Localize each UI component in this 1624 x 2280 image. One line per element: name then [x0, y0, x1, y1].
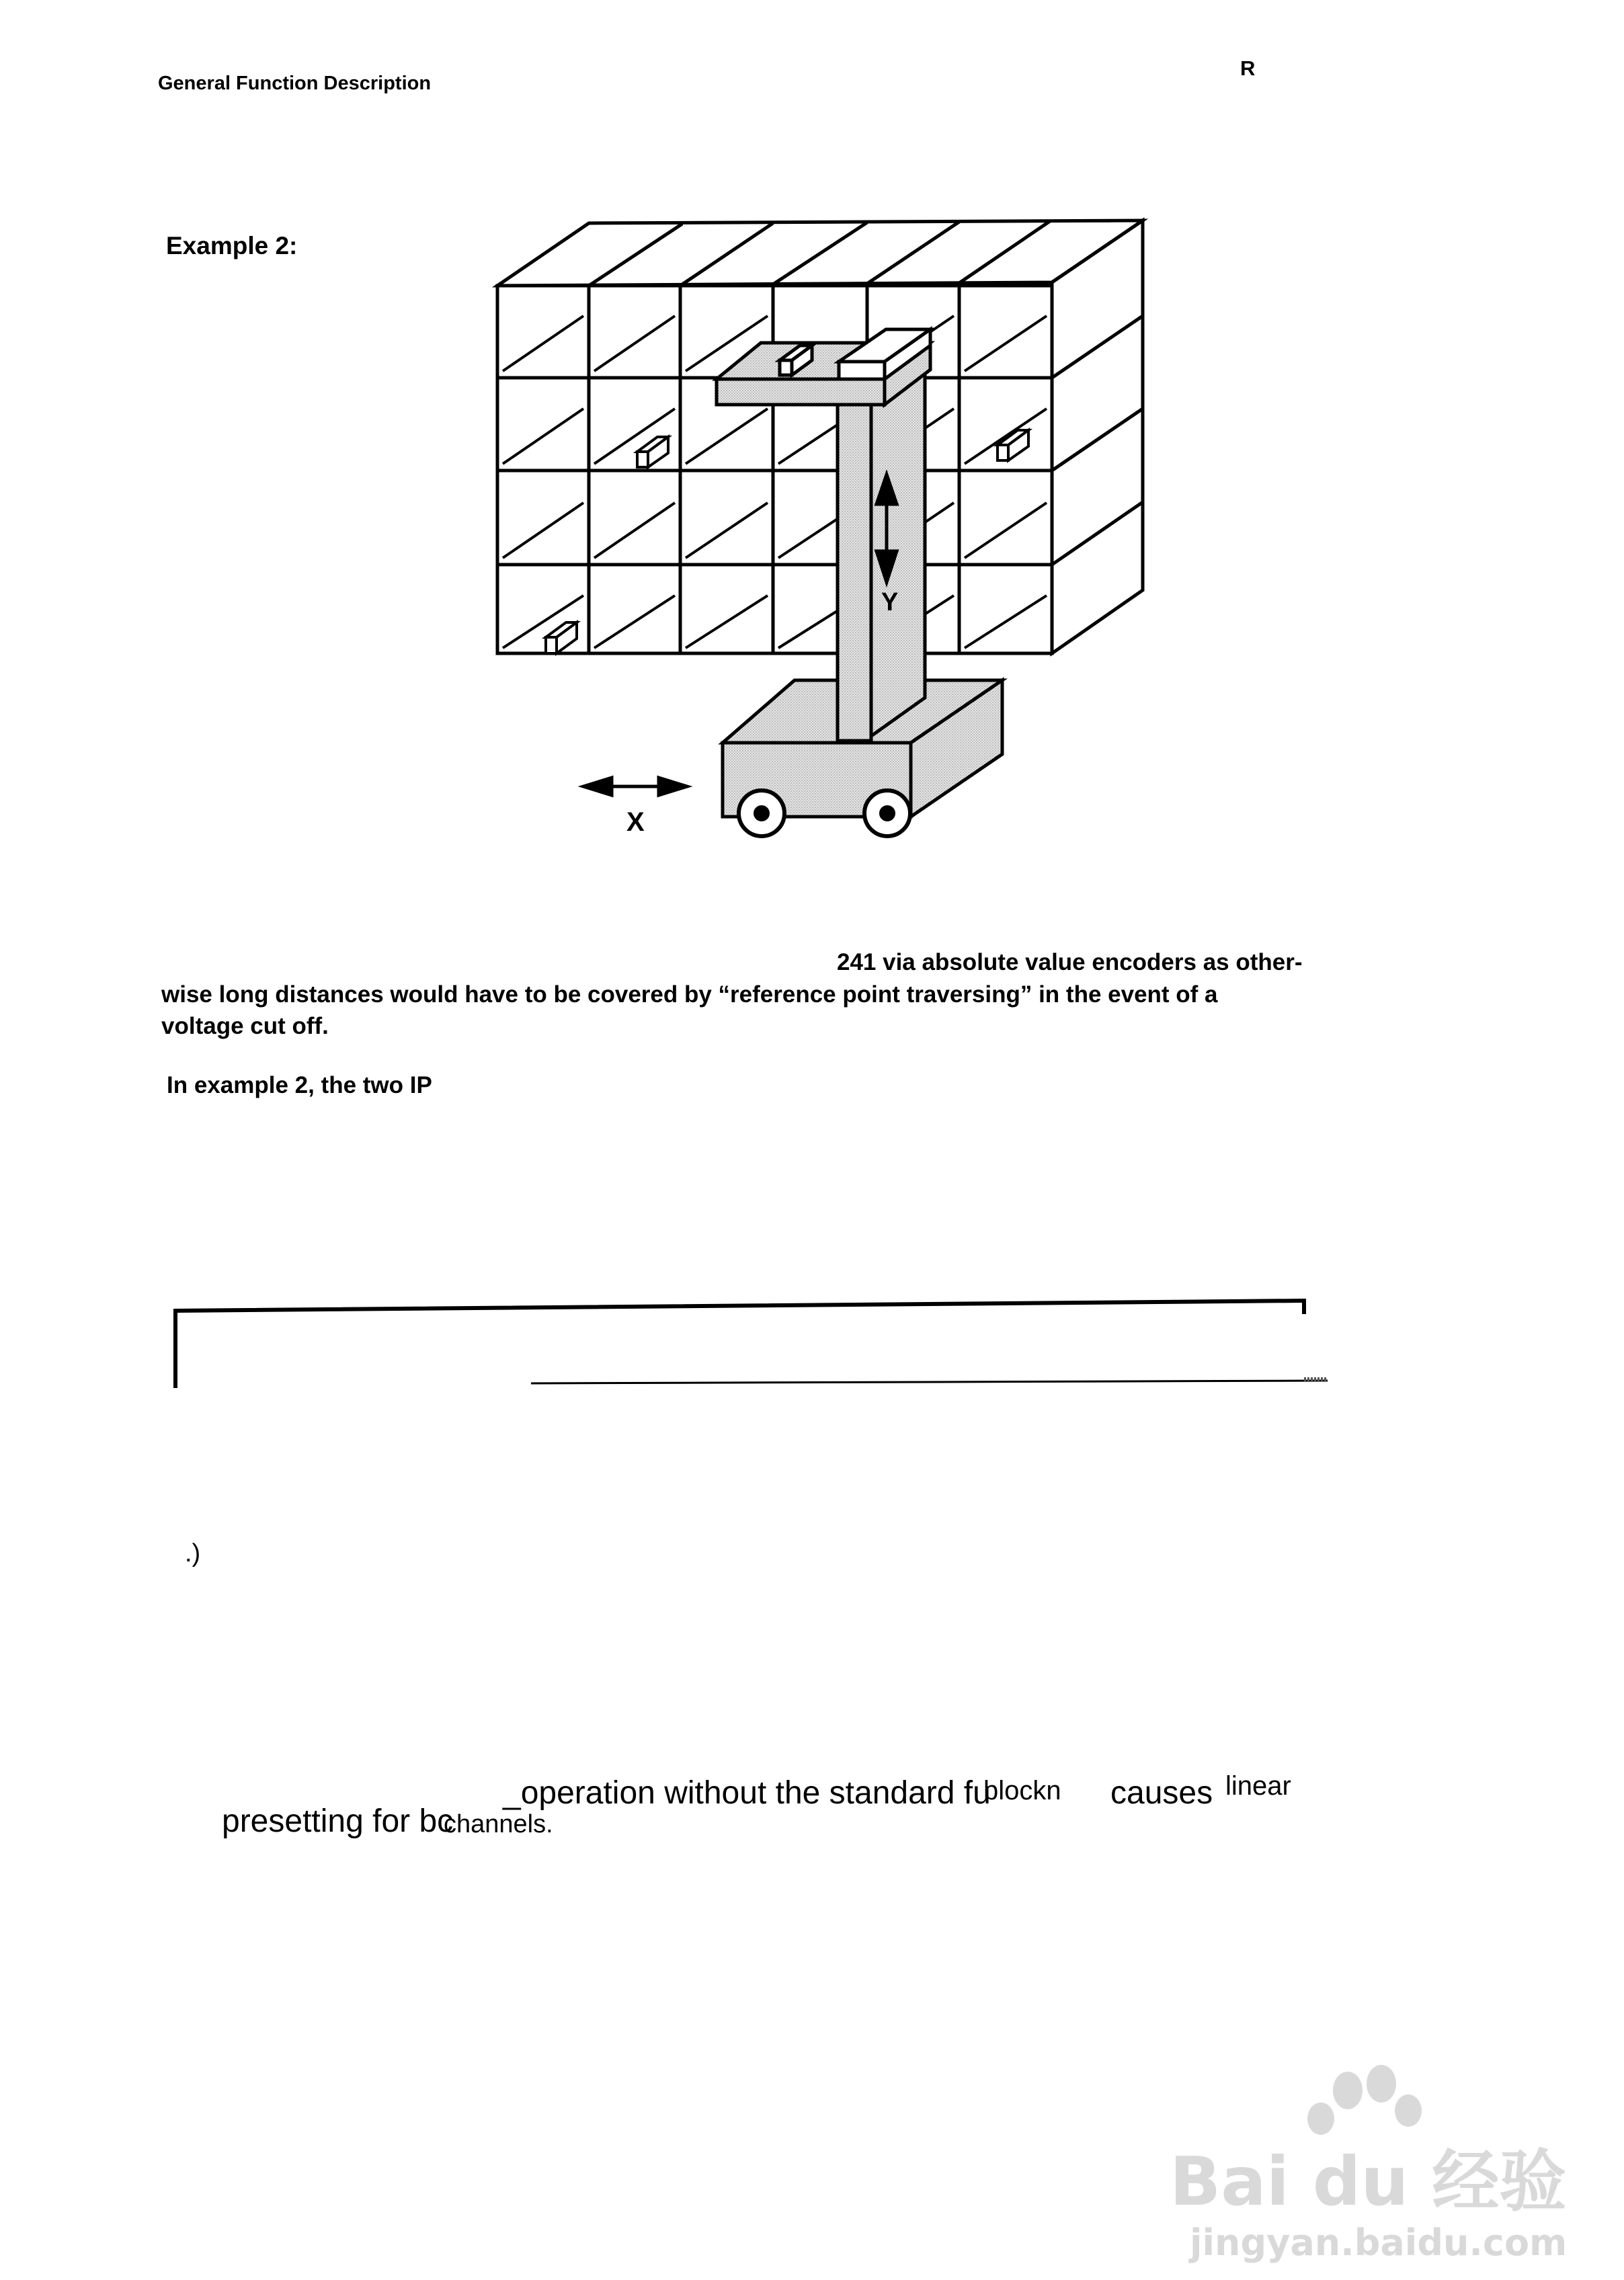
stored-box — [637, 437, 668, 467]
paragraph-1-line-3: voltage cut off. — [161, 1013, 329, 1039]
horizontal-arrow — [583, 778, 687, 795]
x-axis-label: X — [626, 807, 645, 837]
running-header: General Function Description — [158, 73, 432, 94]
baidu-watermark — [1143, 2043, 1580, 2265]
paragraph-2: In example 2, the two IP — [167, 1072, 432, 1098]
text-fragment-operation: _operation without the standard fu — [503, 1775, 991, 1811]
watermark-url: jingyan.baidu.com — [1190, 2222, 1568, 2264]
crane-mast — [838, 378, 871, 741]
paren-fragment: .) — [185, 1539, 201, 1568]
text-fragment-causes: causes — [1110, 1775, 1213, 1811]
rack-side-face — [1052, 220, 1143, 653]
paragraph-1-line-2: wise long distances would have to be covered by “reference point traversing” in the event of a — [161, 981, 1218, 1008]
example-label: Example 2: — [166, 232, 298, 259]
text-fragment-block: blockn — [983, 1776, 1061, 1805]
text-fragment-presetting: presetting for bc — [222, 1803, 454, 1839]
stored-box — [546, 622, 577, 653]
paw-icon — [1307, 2065, 1422, 2135]
storage-rack-figure — [471, 202, 1170, 860]
text-fragment-linear: linear — [1225, 1771, 1291, 1801]
paragraph-1-line-1: 241 via absolute value encoders as other- — [837, 949, 1303, 975]
text-fragment-channels: channels. — [444, 1810, 553, 1838]
stored-box — [998, 430, 1028, 460]
watermark-brand: Bai du 经验 — [1170, 2142, 1567, 2221]
header-mark: R — [1240, 56, 1256, 80]
y-axis-label: Y — [881, 588, 899, 616]
